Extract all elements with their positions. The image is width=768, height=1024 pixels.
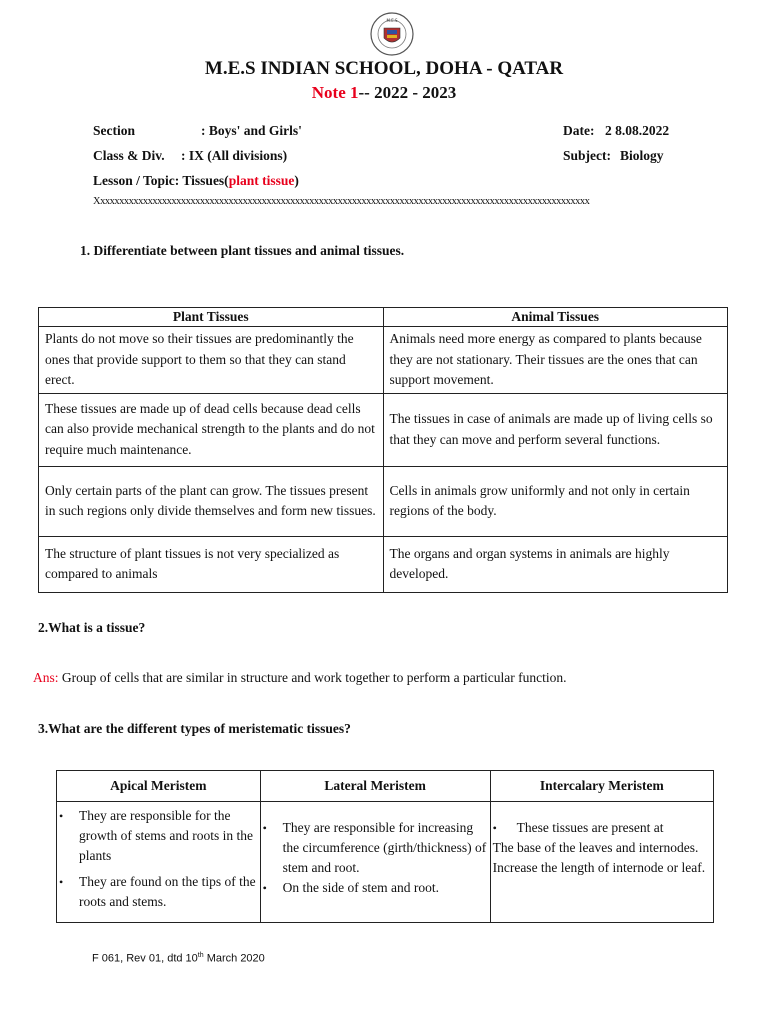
- table-header-row: [39, 308, 728, 327]
- table-row: [39, 327, 728, 394]
- footer-text: [92, 952, 265, 965]
- footer-sup: th: [197, 952, 204, 959]
- table-row: [39, 393, 728, 466]
- footer-part-b: March 2020: [203, 952, 265, 965]
- bullet-icon: •: [262, 821, 267, 835]
- table-row: [39, 466, 728, 536]
- header-intercalary: Intercalary Meristem: [490, 771, 713, 802]
- header-animal-tissues: Animal Tissues: [383, 308, 728, 327]
- note-title: [0, 83, 768, 103]
- subject-value: Biology: [620, 148, 664, 163]
- lesson-topic-value: plant tissue: [228, 173, 295, 188]
- question-3: 3.What are the different types of meristematic tissues?: [38, 721, 351, 736]
- school-logo-icon: [370, 12, 414, 56]
- subject-label: Subject:: [563, 148, 611, 163]
- header-lateral: Lateral Meristem: [260, 771, 490, 802]
- question-1: 1. Differentiate between plant tissues and animal tissues.: [80, 243, 405, 258]
- list-item-text: They are found on the tips of the roots and stems.: [79, 874, 256, 909]
- intercalary-line: The base of the leaves and internodes.: [492, 840, 699, 855]
- intercalary-line: Increase the length of internode or leaf.: [492, 860, 706, 875]
- separator-line: Xxxxxxxxxxxxxxxxxxxxxxxxxxxxxxxxxxxxxxxxxxxxxxxxxxxxxxxxxxxxxxxxxxxxxxxxxxxxxxxxxxxxxxxxxxxxxxxxxxxxxxxx: [93, 196, 590, 207]
- table-header-row: [57, 771, 714, 802]
- note-label: Note 1: [311, 83, 359, 102]
- table-cell: The structure of plant tissues is not very specialized as compared to animals: [39, 536, 384, 592]
- table-cell: Cells in animals grow uniformly and not only in certain regions of the body.: [383, 466, 728, 536]
- header-plant-tissues: Plant Tissues: [39, 308, 384, 327]
- list-item-text: These tissues are present at: [516, 820, 664, 835]
- lesson-topic: [93, 173, 299, 189]
- table-row: [39, 536, 728, 592]
- table-cell: Plants do not move so their tissues are predominantly the ones that provide support to them so that they can stand erect.: [39, 327, 384, 394]
- section-value: : Boys' and Girls': [201, 123, 302, 138]
- date-value: 2 8.08.2022: [605, 123, 670, 138]
- header-apical: Apical Meristem: [57, 771, 261, 802]
- lesson-label: Lesson / Topic: Tissues(: [93, 173, 229, 188]
- svg-text:M.E.S: M.E.S: [386, 18, 398, 23]
- answer-2: [33, 670, 566, 686]
- table-cell: These tissues are made up of dead cells because dead cells can also provide mechanical strength to the plants and do not require much maintenance.: [39, 393, 384, 466]
- section-label: Section: [93, 123, 135, 138]
- bullet-icon: •: [492, 821, 497, 835]
- list-item: [59, 872, 258, 912]
- intercalary-cell: [490, 802, 713, 923]
- school-name: M.E.S INDIAN SCHOOL, DOHA - QATAR: [204, 58, 564, 79]
- list-item-text: They are responsible for increasing the circumference (girth/thickness) of stem and root.: [282, 820, 487, 875]
- note-year: -- 2022 - 2023: [358, 83, 457, 102]
- class-label: Class & Div.: [93, 148, 165, 163]
- table-cell: The organs and organ systems in animals are highly developed.: [383, 536, 728, 592]
- list-item-text: They are responsible for the growth of stems and roots in the plants: [79, 808, 253, 863]
- bullet-icon: •: [59, 809, 64, 823]
- table-row: [57, 802, 714, 923]
- question-2: 2.What is a tissue?: [38, 620, 146, 635]
- class-value: : IX (All divisions): [181, 148, 288, 163]
- list-item: [263, 818, 488, 878]
- table-cell: Animals need more energy as compared to plants because they are not stationary. Their tissues are the ones that can support movement.: [383, 327, 728, 394]
- bullet-icon: •: [262, 881, 267, 895]
- date-label: Date:: [563, 123, 595, 138]
- table-cell: The tissues in case of animals are made up of living cells so that they can move and perform several functions.: [383, 393, 728, 466]
- footer-part-a: F 061, Rev 01, dtd 10: [92, 952, 198, 965]
- meristem-table: [56, 770, 714, 923]
- apical-cell: [57, 802, 261, 923]
- list-item-text: On the side of stem and root.: [282, 880, 440, 895]
- list-item: [493, 818, 711, 838]
- lateral-cell: [260, 802, 490, 923]
- list-item: [59, 806, 258, 866]
- list-item: [263, 878, 488, 898]
- bullet-icon: •: [59, 875, 64, 889]
- answer-text: Group of cells that are similar in structure and work together to perform a particular function.: [58, 670, 567, 685]
- lesson-close: ): [294, 173, 299, 188]
- plant-animal-table: [38, 307, 728, 593]
- table-cell: Only certain parts of the plant can grow. The tissues present in such regions only divide themselves and form new tissues.: [39, 466, 384, 536]
- answer-label: Ans:: [33, 670, 59, 685]
